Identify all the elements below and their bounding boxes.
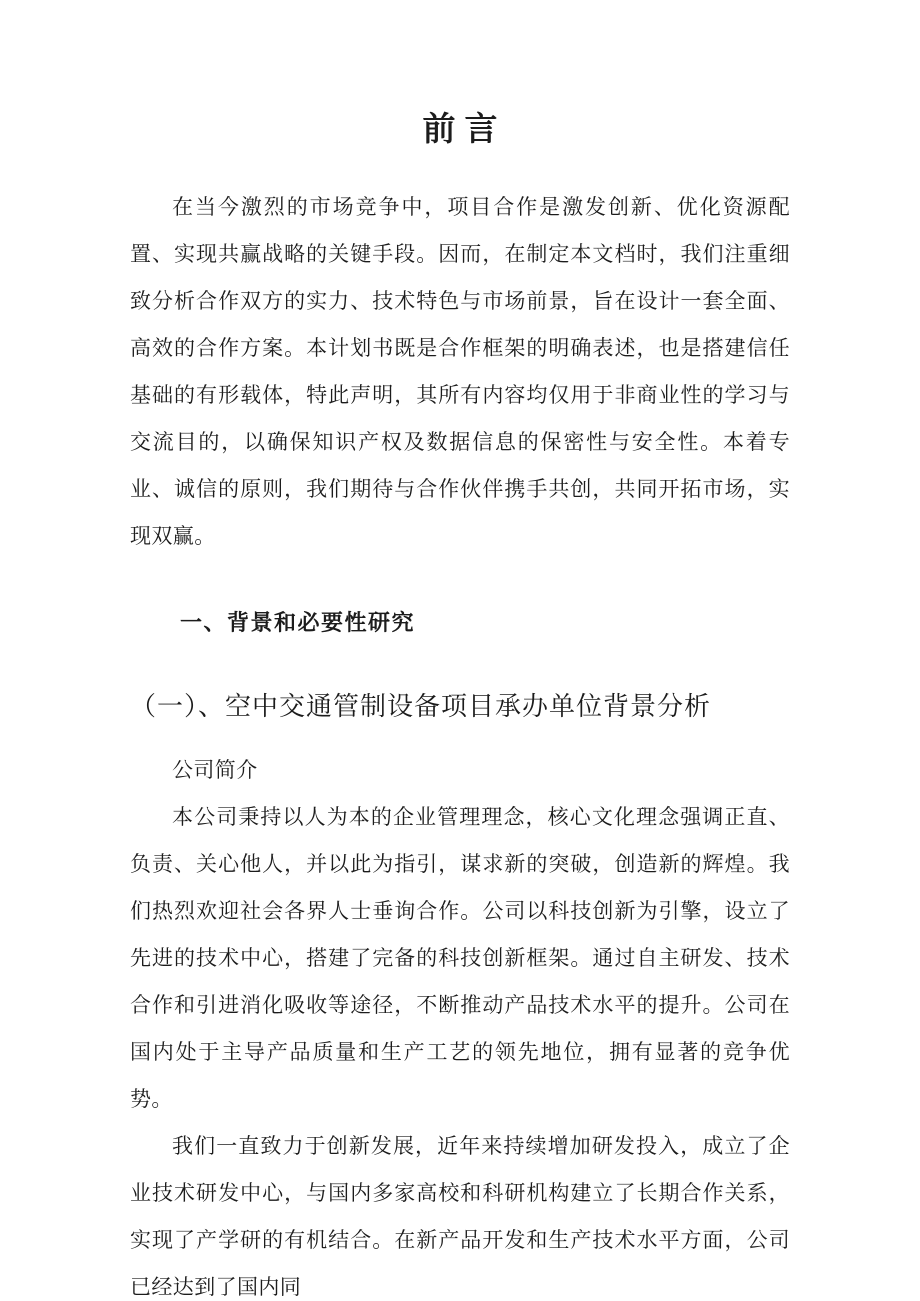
company-intro-label: 公司简介 (172, 758, 258, 782)
intro-paragraph: 在当今激烈的市场竞争中，项目合作是激发创新、优化资源配置、实现共赢战略的关键手段。因而，在制定本文档时，我们注重细致分析合作双方的实力、技术特色与市场前景，旨在设计一套全面、高效的合作方案。本计划书既是合作框架的明确表述，也是搭建信任基础的有形载体，特此声明，其所有内容均仅用于非商业性的学习与交流目的，以确保知识产权及数据信息的保密性与安全性。本着专业、诚信的原则，我们期待与合作伙伴携手共创，共同开拓市场，实现双赢。 (130, 195, 790, 548)
company-paragraph-2: 我们一直致力于创新发展，近年来持续增加研发投入，成立了企业技术研发中心，与国内多家高校和科研机构建立了长期合作关系，实现了产学研的有机结合。在新产品开发和生产技术水平方面，公司已经达到了国内同 (130, 1134, 790, 1299)
company-paragraph-1: 本公司秉持以人为本的企业管理理念，核心文化理念强调正直、负责、关心他人，并以此为指引，谋求新的突破，创造新的辉煌。我们热烈欢迎社会各界人士垂询合作。公司以科技创新为引擎，设立了先进的技术中心，搭建了完备的科技创新框架。通过自主研发、技术合作和引进消化吸收等途径，不断推动产品技术水平的提升。公司在国内处于主导产品质量和生产工艺的领先地位，拥有显著的竞争优势。 (130, 805, 790, 1111)
page-content-area (130, 0, 790, 1301)
document-title: 前言 (422, 112, 507, 148)
subsection-heading-project-unit-analysis: （一）、空中交通管制设备项目承办单位背景分析 (130, 692, 712, 721)
section-heading-background-research: 一、背景和必要性研究 (180, 610, 416, 635)
